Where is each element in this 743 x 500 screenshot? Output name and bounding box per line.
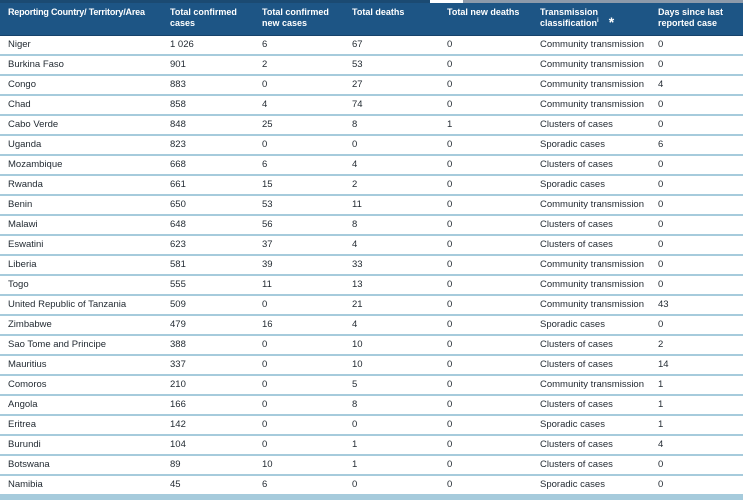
cell-total-confirmed-new-cases: 37 [262,239,273,250]
cell-total-new-deaths: 1 [447,119,453,130]
table-row [0,96,743,116]
cell-total-new-deaths: 0 [447,99,453,110]
col-header-total-confirmed-cases [162,3,254,35]
cell-transmission-classification: Clusters of cases [540,119,613,130]
cell-total-new-deaths: 0 [447,339,453,350]
cell-days-since-last-reported-case: 1 [658,419,664,430]
cell-days-since-last-reported-case: 0 [658,279,664,290]
cell-total-new-deaths: 0 [447,219,453,230]
cell-total-confirmed-cases: 479 [170,319,186,330]
cell-total-confirmed-cases: 883 [170,79,186,90]
cell-total-new-deaths: 0 [447,439,453,450]
cell-total-confirmed-cases: 581 [170,259,186,270]
cell-total-confirmed-cases: 210 [170,379,186,390]
cell-country: Eritrea [8,419,36,430]
cell-total-new-deaths: 0 [447,479,453,490]
cell-total-confirmed-cases: 45 [170,479,181,490]
header-text: classification [540,18,598,28]
cell-country: Rwanda [8,179,43,190]
cell-total-confirmed-new-cases: 6 [262,159,268,170]
table-row [0,396,743,416]
table-row [0,116,743,136]
cell-country: Sao Tome and Principe [8,339,107,350]
cell-total-confirmed-new-cases: 0 [262,379,268,390]
table-row [0,456,743,476]
cell-total-confirmed-cases: 648 [170,219,186,230]
table-row [0,176,743,196]
cell-country: Namibia [8,479,43,490]
cell-total-confirmed-cases: 848 [170,119,186,130]
cell-total-confirmed-cases: 661 [170,179,186,190]
cell-transmission-classification: Clusters of cases [540,459,613,470]
table-row [0,336,743,356]
col-header-days-since-last-case [650,3,743,35]
col-header-total-new-deaths [439,3,532,35]
cell-country: Burkina Faso [8,59,64,70]
cell-total-confirmed-new-cases: 0 [262,439,268,450]
cell-total-new-deaths: 0 [447,299,453,310]
cell-days-since-last-reported-case: 0 [658,119,664,130]
cell-total-deaths: 10 [352,359,363,370]
header-line: Total new deaths [447,7,520,17]
cell-transmission-classification: Community transmission [540,59,644,70]
cell-transmission-classification: Clusters of cases [540,399,613,410]
header-line: Transmission [540,7,599,17]
cell-country: Uganda [8,139,42,150]
cell-total-confirmed-cases: 555 [170,279,186,290]
note-asterisk: * [608,14,615,30]
cell-total-confirmed-new-cases: 16 [262,319,273,330]
cell-total-confirmed-new-cases: 25 [262,119,273,130]
table-row [0,56,743,76]
cell-total-new-deaths: 0 [447,39,453,50]
table-row [0,356,743,376]
cell-total-deaths: 4 [352,239,358,250]
cell-total-deaths: 0 [352,479,358,490]
cell-total-confirmed-new-cases: 0 [262,139,268,150]
table-body [0,36,743,496]
cell-country: Angola [8,399,38,410]
cell-total-confirmed-cases: 668 [170,159,186,170]
cell-total-confirmed-cases: 858 [170,99,186,110]
cell-transmission-classification: Clusters of cases [540,239,613,250]
cell-total-confirmed-new-cases: 2 [262,59,268,70]
cell-transmission-classification: Community transmission [540,39,644,50]
cell-country: Burundi [8,439,41,450]
cell-total-deaths: 11 [352,199,362,210]
col-header-country: Reporting Country/ Territory/Area [8,7,145,17]
table-row [0,476,743,496]
cell-total-new-deaths: 0 [447,159,453,170]
cell-days-since-last-reported-case: 0 [658,39,664,50]
col-header-transmission-classification [532,3,650,35]
cell-total-deaths: 67 [352,39,363,50]
table-row [0,36,743,56]
cell-country: Togo [8,279,29,290]
table-bottom-border [0,496,743,500]
cell-total-confirmed-cases: 1 026 [170,39,194,50]
cell-transmission-classification: Sporadic cases [540,419,605,430]
cell-total-new-deaths: 0 [447,79,453,90]
cell-total-confirmed-new-cases: 53 [262,199,273,210]
cell-total-new-deaths: 0 [447,239,453,250]
cell-total-confirmed-new-cases: 0 [262,419,268,430]
cell-total-new-deaths: 0 [447,59,453,70]
cell-total-deaths: 4 [352,159,358,170]
footnote-marker: i [597,18,599,24]
cell-total-confirmed-cases: 623 [170,239,186,250]
table-row [0,276,743,296]
table-row [0,196,743,216]
cell-total-deaths: 27 [352,79,363,90]
header-line: reported case [658,18,718,28]
cell-total-confirmed-new-cases: 0 [262,399,268,410]
cell-total-confirmed-new-cases: 39 [262,259,273,270]
cell-total-confirmed-new-cases: 6 [262,39,268,50]
cell-total-confirmed-cases: 823 [170,139,186,150]
cell-total-confirmed-new-cases: 0 [262,299,268,310]
cell-country: Eswatini [8,239,44,250]
cell-days-since-last-reported-case: 0 [658,239,664,250]
col-header-total-confirmed-new-cases [254,3,344,35]
cell-days-since-last-reported-case: 0 [658,219,664,230]
cell-transmission-classification: Community transmission [540,379,644,390]
cell-total-deaths: 8 [352,399,358,410]
header-line: cases [170,18,196,28]
header-lines [540,7,599,29]
cell-total-deaths: 1 [352,459,358,470]
cell-total-new-deaths: 0 [447,139,453,150]
cell-country: Cabo Verde [8,119,59,130]
cell-total-confirmed-cases: 89 [170,459,181,470]
cell-days-since-last-reported-case: 0 [658,319,664,330]
cell-country: Mozambique [8,159,63,170]
cell-total-new-deaths: 0 [447,179,453,190]
cell-days-since-last-reported-case: 0 [658,159,664,170]
cell-days-since-last-reported-case: 43 [658,299,669,310]
table-row [0,296,743,316]
cell-country: Niger [8,39,31,50]
cell-total-new-deaths: 0 [447,199,453,210]
col-header-total-deaths [344,3,439,35]
header-line: Total confirmed [170,7,237,17]
header-line: Days since last [658,7,724,17]
table-row [0,256,743,276]
cell-days-since-last-reported-case: 1 [658,379,664,390]
header-line: Total deaths [352,7,405,17]
cell-total-confirmed-new-cases: 10 [262,459,273,470]
table-row [0,316,743,336]
cell-total-new-deaths: 0 [447,259,453,270]
cell-country: Mauritius [8,359,47,370]
table-row [0,436,743,456]
cell-days-since-last-reported-case: 4 [658,439,664,450]
cell-transmission-classification: Sporadic cases [540,319,605,330]
cell-total-confirmed-cases: 650 [170,199,186,210]
cell-total-deaths: 0 [352,419,358,430]
cell-country: Benin [8,199,33,210]
cell-total-new-deaths: 0 [447,419,453,430]
cell-days-since-last-reported-case: 0 [658,259,664,270]
cell-total-confirmed-cases: 337 [170,359,186,370]
cell-total-deaths: 5 [352,379,358,390]
cell-transmission-classification: Community transmission [540,299,644,310]
cell-total-new-deaths: 0 [447,379,453,390]
cell-transmission-classification: Clusters of cases [540,439,613,450]
cell-transmission-classification: Clusters of cases [540,159,613,170]
cell-total-deaths: 10 [352,339,363,350]
cell-transmission-classification: Sporadic cases [540,479,605,490]
cell-total-confirmed-new-cases: 0 [262,79,268,90]
cell-transmission-classification: Community transmission [540,279,644,290]
cell-total-deaths: 8 [352,119,358,130]
cell-country: Congo [8,79,36,90]
cell-days-since-last-reported-case: 1 [658,399,664,410]
cell-days-since-last-reported-case: 0 [658,99,664,110]
table-row [0,216,743,236]
cell-total-new-deaths: 0 [447,279,453,290]
cell-country: Malawi [8,219,38,230]
cell-days-since-last-reported-case: 0 [658,459,664,470]
cell-days-since-last-reported-case: 6 [658,139,664,150]
cell-total-deaths: 53 [352,59,363,70]
cell-country: Zimbabwe [8,319,52,330]
cell-transmission-classification: Sporadic cases [540,179,605,190]
cell-total-confirmed-cases: 166 [170,399,186,410]
cell-days-since-last-reported-case: 0 [658,179,664,190]
cell-transmission-classification: Community transmission [540,199,644,210]
cell-total-confirmed-new-cases: 0 [262,359,268,370]
cell-days-since-last-reported-case: 14 [658,359,669,370]
table-row [0,76,743,96]
cell-total-confirmed-cases: 388 [170,339,186,350]
header-line [540,18,599,29]
cell-total-deaths: 13 [352,279,363,290]
cell-total-confirmed-cases: 901 [170,59,186,70]
cell-transmission-classification: Clusters of cases [540,359,613,370]
cell-transmission-classification: Community transmission [540,99,644,110]
table-row [0,376,743,396]
cell-total-confirmed-new-cases: 11 [262,279,272,290]
cell-total-new-deaths: 0 [447,459,453,470]
cell-total-deaths: 74 [352,99,363,110]
cell-days-since-last-reported-case: 0 [658,199,664,210]
cell-total-deaths: 8 [352,219,358,230]
cell-total-confirmed-new-cases: 15 [262,179,273,190]
cell-total-confirmed-cases: 142 [170,419,186,430]
table-row [0,416,743,436]
cell-transmission-classification: Clusters of cases [540,219,613,230]
cell-total-confirmed-cases: 509 [170,299,186,310]
cell-total-deaths: 21 [352,299,363,310]
cell-total-deaths: 2 [352,179,358,190]
table-row [0,236,743,256]
cell-total-deaths: 4 [352,319,358,330]
cell-total-new-deaths: 0 [447,359,453,370]
cell-days-since-last-reported-case: 2 [658,339,664,350]
cell-total-deaths: 0 [352,139,358,150]
cell-total-new-deaths: 0 [447,319,453,330]
table-row [0,136,743,156]
cell-country: Botswana [8,459,50,470]
cell-total-confirmed-new-cases: 4 [262,99,268,110]
cell-total-confirmed-cases: 104 [170,439,186,450]
cell-total-confirmed-new-cases: 6 [262,479,268,490]
header-line: new cases [262,18,308,28]
table-row [0,156,743,176]
cell-country: United Republic of Tanzania [8,299,127,310]
cell-transmission-classification: Community transmission [540,79,644,90]
cell-transmission-classification: Community transmission [540,259,644,270]
cell-total-deaths: 33 [352,259,363,270]
cell-transmission-classification: Clusters of cases [540,339,613,350]
cell-total-deaths: 1 [352,439,358,450]
cell-country: Liberia [8,259,37,270]
cell-total-confirmed-new-cases: 56 [262,219,273,230]
cell-transmission-classification: Sporadic cases [540,139,605,150]
cell-days-since-last-reported-case: 0 [658,479,664,490]
cell-total-confirmed-new-cases: 0 [262,339,268,350]
cell-country: Chad [8,99,31,110]
cell-country: Comoros [8,379,47,390]
cell-total-new-deaths: 0 [447,399,453,410]
cell-days-since-last-reported-case: 4 [658,79,664,90]
cell-days-since-last-reported-case: 0 [658,59,664,70]
table-header-row [0,3,743,36]
header-line: Total confirmed [262,7,329,17]
